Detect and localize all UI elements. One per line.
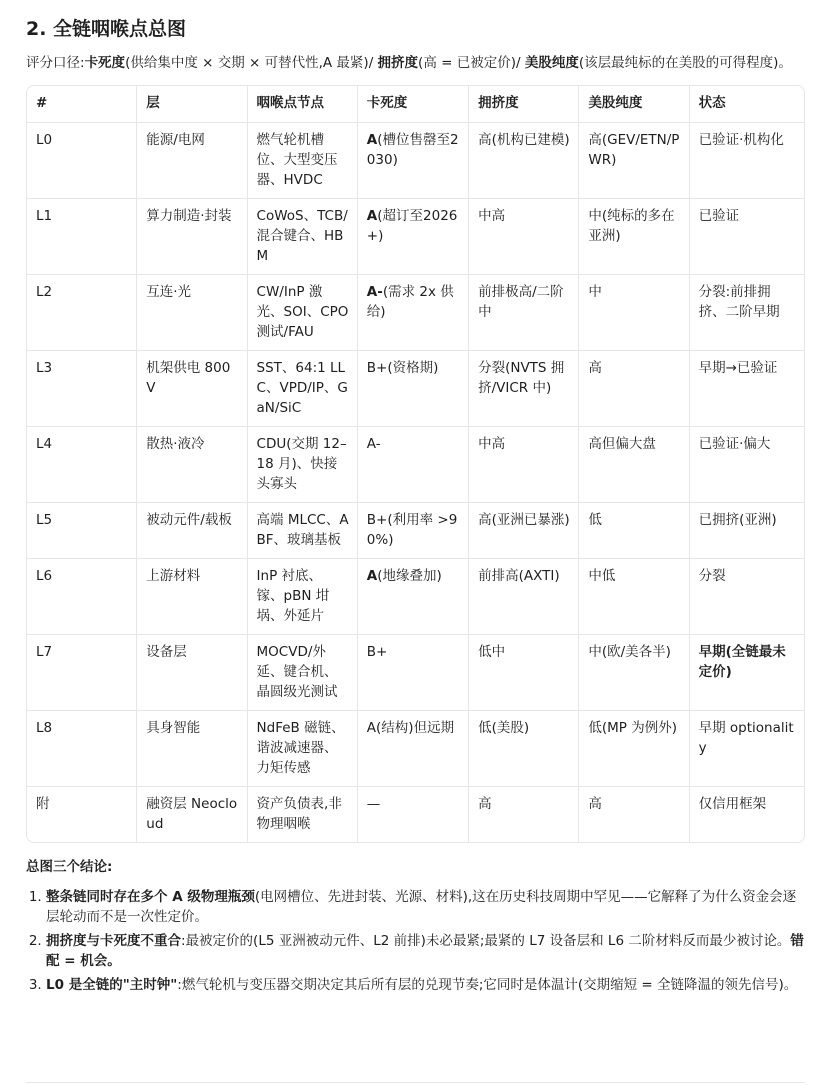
cell-crowd (469, 787, 579, 842)
cell-crowd-text: 中高 (478, 435, 506, 452)
cell-layer (137, 199, 247, 275)
cell-status-text: 已验证 (698, 207, 740, 224)
cell-crowd (469, 123, 579, 199)
cell-layer-text: 散热·液冷 (146, 435, 205, 452)
choke-grade: A(结构)但远期 (366, 719, 455, 736)
cell-status-text: 已验证·机构化 (698, 131, 784, 148)
cell-choke (358, 351, 469, 427)
cell-index (27, 635, 137, 711)
cell-index-text: L7 (36, 643, 53, 660)
cell-node-text: CW/InP 激光、SOI、CPO 测试/FAU (256, 283, 349, 340)
cell-index (27, 711, 137, 787)
cell-index-text: L0 (36, 131, 53, 148)
cell-choke (358, 275, 469, 351)
cell-status (690, 427, 804, 503)
summary-item-emphasis: 错配 = 机会。 (46, 932, 804, 969)
cell-node-text: InP 衬底、镓、pBN 坩埚、外延片 (256, 567, 330, 624)
cell-purity-text: 高但偏大盘 (588, 435, 656, 452)
cell-crowd-text: 前排高(AXTI) (478, 567, 560, 584)
cell-purity (579, 559, 689, 635)
summary-item-lead: L0 是全链的"主时钟" (46, 976, 178, 993)
choke-grade: A- (366, 283, 383, 300)
cell-status-text: 早期(全链最未定价) (698, 643, 786, 680)
choke-note: (需求 2x 供给) (366, 283, 454, 320)
cell-purity-text: 低 (588, 511, 602, 528)
cell-purity (579, 635, 689, 711)
summary-title: 总图三个结论: (26, 858, 113, 875)
cell-purity-text: 中 (588, 283, 602, 300)
table-row (27, 503, 804, 559)
cell-crowd-text: 高(亚洲已暴涨) (478, 511, 570, 528)
cell-status (690, 351, 804, 427)
cell-crowd-text: 低(美股) (478, 719, 530, 736)
table-row (27, 711, 804, 787)
cell-crowd (469, 559, 579, 635)
cell-crowd (469, 503, 579, 559)
cell-status (690, 635, 804, 711)
cell-choke (358, 559, 469, 635)
col-header-crowd: 拥挤度 (469, 86, 579, 123)
cell-index (27, 351, 137, 427)
cell-node (248, 199, 358, 275)
divider (26, 1082, 805, 1083)
choke-grade: A- (366, 435, 381, 452)
cell-crowd (469, 635, 579, 711)
cell-index (27, 427, 137, 503)
summary-item-text: :燃气轮机与变压器交期决定其后所有层的兑现节奏;它同时是体温计(交期缩短 = 全链降温的领先信号)。 (177, 976, 798, 993)
table-row (27, 427, 804, 503)
table-row (27, 199, 804, 275)
cell-purity-text: 高 (588, 795, 602, 812)
cell-node-text: CoWoS、TCB/混合键合、HBM (256, 207, 348, 264)
cell-node (248, 351, 358, 427)
choke-grade: A (366, 207, 378, 224)
cell-status (690, 503, 804, 559)
cell-layer (137, 275, 247, 351)
table-row (27, 787, 804, 842)
cell-status-text: 已拥挤(亚洲) (698, 511, 777, 528)
col-header-layer: 层 (137, 86, 247, 123)
summary-item-text: :最被定价的(L5 亚洲被动元件、L2 前排)未必最紧;最紧的 L7 设备层和 L6 二阶材料反而最少被讨论。 (181, 932, 791, 949)
cell-choke (358, 427, 469, 503)
choke-note: (资格期) (387, 359, 439, 376)
cell-layer (137, 427, 247, 503)
cell-index-text: L4 (36, 435, 53, 452)
table-row (27, 351, 804, 427)
choke-grade: B+ (366, 643, 388, 660)
cell-purity-text: 中低 (588, 567, 616, 584)
cell-purity (579, 711, 689, 787)
cell-status (690, 199, 804, 275)
table-row (27, 559, 804, 635)
cell-crowd (469, 199, 579, 275)
cell-purity (579, 351, 689, 427)
summary-item (46, 975, 805, 995)
intro-key-purity: 美股纯度 (524, 54, 579, 71)
cell-crowd-text: 低中 (478, 643, 506, 660)
cell-status-text: 分裂:前排拥挤、二阶早期 (698, 283, 780, 320)
cell-index (27, 123, 137, 199)
cell-layer (137, 635, 247, 711)
cell-crowd (469, 427, 579, 503)
cell-crowd-text: 前排极高/二阶中 (478, 283, 564, 320)
cell-layer (137, 711, 247, 787)
cell-node (248, 787, 358, 842)
table-row (27, 635, 804, 711)
cell-node-text: 高端 MLCC、ABF、玻璃基板 (256, 511, 349, 548)
cell-node-text: CDU(交期 12–18 月)、快接头寡头 (256, 435, 347, 492)
col-header-status: 状态 (690, 86, 804, 123)
cell-purity (579, 427, 689, 503)
cell-index-text: L5 (36, 511, 53, 528)
cell-status (690, 787, 804, 842)
intro-text-crowd: (高 = 已被定价)/ (418, 54, 525, 71)
cell-purity-text: 低(MP 为例外) (588, 719, 677, 736)
cell-index-text: L1 (36, 207, 53, 224)
cell-node (248, 503, 358, 559)
cell-purity (579, 123, 689, 199)
cell-layer-text: 设备层 (146, 643, 187, 660)
cell-choke (358, 635, 469, 711)
intro-text-purity: (该层最纯标的在美股的可得程度)。 (578, 54, 792, 71)
scoring-intro (26, 53, 805, 73)
cell-choke (358, 199, 469, 275)
cell-choke (358, 787, 469, 842)
cell-purity-text: 中(纯标的多在亚洲) (588, 207, 675, 244)
choke-grade: B+ (366, 511, 388, 528)
choke-grade: A (366, 131, 378, 148)
cell-layer (137, 559, 247, 635)
cell-layer (137, 351, 247, 427)
cell-status (690, 275, 804, 351)
cell-layer (137, 123, 247, 199)
cell-choke (358, 123, 469, 199)
cell-layer-text: 被动元件/载板 (146, 511, 232, 528)
cell-purity (579, 199, 689, 275)
cell-layer-text: 上游材料 (146, 567, 201, 584)
cell-choke (358, 503, 469, 559)
summary-item (46, 931, 805, 971)
cell-purity (579, 503, 689, 559)
summary-list (26, 887, 805, 995)
cell-node (248, 711, 358, 787)
page-title: 2. 全链咽喉点总图 (26, 18, 187, 40)
cell-index (27, 559, 137, 635)
cell-purity (579, 275, 689, 351)
cell-node (248, 275, 358, 351)
cell-index (27, 503, 137, 559)
cell-layer-text: 算力制造·封装 (146, 207, 232, 224)
cell-crowd (469, 275, 579, 351)
cell-index (27, 787, 137, 842)
table-body (27, 123, 804, 842)
cell-layer-text: 融资层 Neocloud (146, 795, 238, 832)
cell-purity-text: 中(欧/美各半) (588, 643, 671, 660)
cell-layer-text: 机架供电 800V (146, 359, 231, 396)
cell-status-text: 仅信用框架 (698, 795, 767, 812)
summary-item-lead: 拥挤度与卡死度不重合 (46, 932, 181, 949)
cell-node (248, 123, 358, 199)
cell-status (690, 123, 804, 199)
cell-purity-text: 高(GEV/ETN/PWR) (588, 131, 680, 168)
cell-index-text: L6 (36, 567, 53, 584)
cell-status-text: 已验证·偏大 (698, 435, 771, 452)
summary-item (46, 887, 805, 927)
cell-node-text: 资产负债表,非物理咽喉 (256, 795, 342, 832)
col-header-purity: 美股纯度 (579, 86, 689, 123)
cell-node (248, 635, 358, 711)
choke-note: (槽位售罄至2030) (366, 131, 459, 168)
col-header-index: # (27, 86, 137, 123)
cell-purity (579, 787, 689, 842)
cell-crowd-text: 高(机构已建模) (478, 131, 570, 148)
cell-status-text: 早期→已验证 (698, 359, 778, 376)
intro-text-choke: (供给集中度 × 交期 × 可替代性,A 最紧)/ (125, 54, 378, 71)
cell-index-text: 附 (36, 795, 50, 812)
table-row (27, 123, 804, 199)
chokepoint-table (26, 85, 805, 843)
intro-key-crowd: 拥挤度 (377, 54, 419, 71)
col-header-node: 咽喉点节点 (248, 86, 358, 123)
cell-layer-text: 具身智能 (146, 719, 201, 736)
cell-status (690, 711, 804, 787)
choke-grade: B+ (366, 359, 388, 376)
choke-grade: — (366, 795, 381, 812)
table-row (27, 275, 804, 351)
intro-key-choke: 卡死度 (84, 54, 126, 71)
summary-item-lead: 整条链同时存在多个 A 级物理瓶颈 (46, 888, 255, 905)
cell-layer (137, 787, 247, 842)
cell-crowd-text: 高 (478, 795, 492, 812)
cell-purity-text: 高 (588, 359, 602, 376)
col-header-choke: 卡死度 (358, 86, 469, 123)
table-header-row (27, 86, 804, 123)
cell-node (248, 559, 358, 635)
choke-note: (超订至2026+) (366, 207, 458, 244)
choke-note: (地缘叠加) (377, 567, 442, 584)
summary-item-text: (电网槽位、先进封装、光源、材料),这在历史科技周期中罕见——它解释了为什么资金会逐层轮动而不是一次性定价。 (46, 888, 797, 925)
cell-choke (358, 711, 469, 787)
cell-crowd-text: 中高 (478, 207, 506, 224)
cell-crowd (469, 711, 579, 787)
cell-node (248, 427, 358, 503)
cell-index-text: L3 (36, 359, 53, 376)
intro-prefix: 评分口径: (26, 54, 85, 71)
cell-layer-text: 互连·光 (146, 283, 192, 300)
cell-layer-text: 能源/电网 (146, 131, 205, 148)
cell-node-text: NdFeB 磁链、谐波减速器、力矩传感 (256, 719, 345, 776)
cell-index-text: L2 (36, 283, 53, 300)
cell-status (690, 559, 804, 635)
cell-index-text: L8 (36, 719, 53, 736)
cell-index (27, 275, 137, 351)
cell-status-text: 分裂 (698, 567, 726, 584)
cell-status-text: 早期 optionality (698, 719, 794, 756)
cell-crowd-text: 分裂(NVTS 拥挤/VICR 中) (478, 359, 565, 396)
cell-crowd (469, 351, 579, 427)
cell-layer (137, 503, 247, 559)
cell-node-text: SST、64:1 LLC、VPD/IP、GaN/SiC (256, 359, 348, 416)
choke-grade: A (366, 567, 378, 584)
choke-note: (利用率 >90%) (366, 511, 458, 548)
cell-index (27, 199, 137, 275)
cell-node-text: MOCVD/外延、键合机、晶圆级光测试 (256, 643, 338, 700)
cell-node-text: 燃气轮机槽位、大型变压器、HVDC (256, 131, 338, 188)
